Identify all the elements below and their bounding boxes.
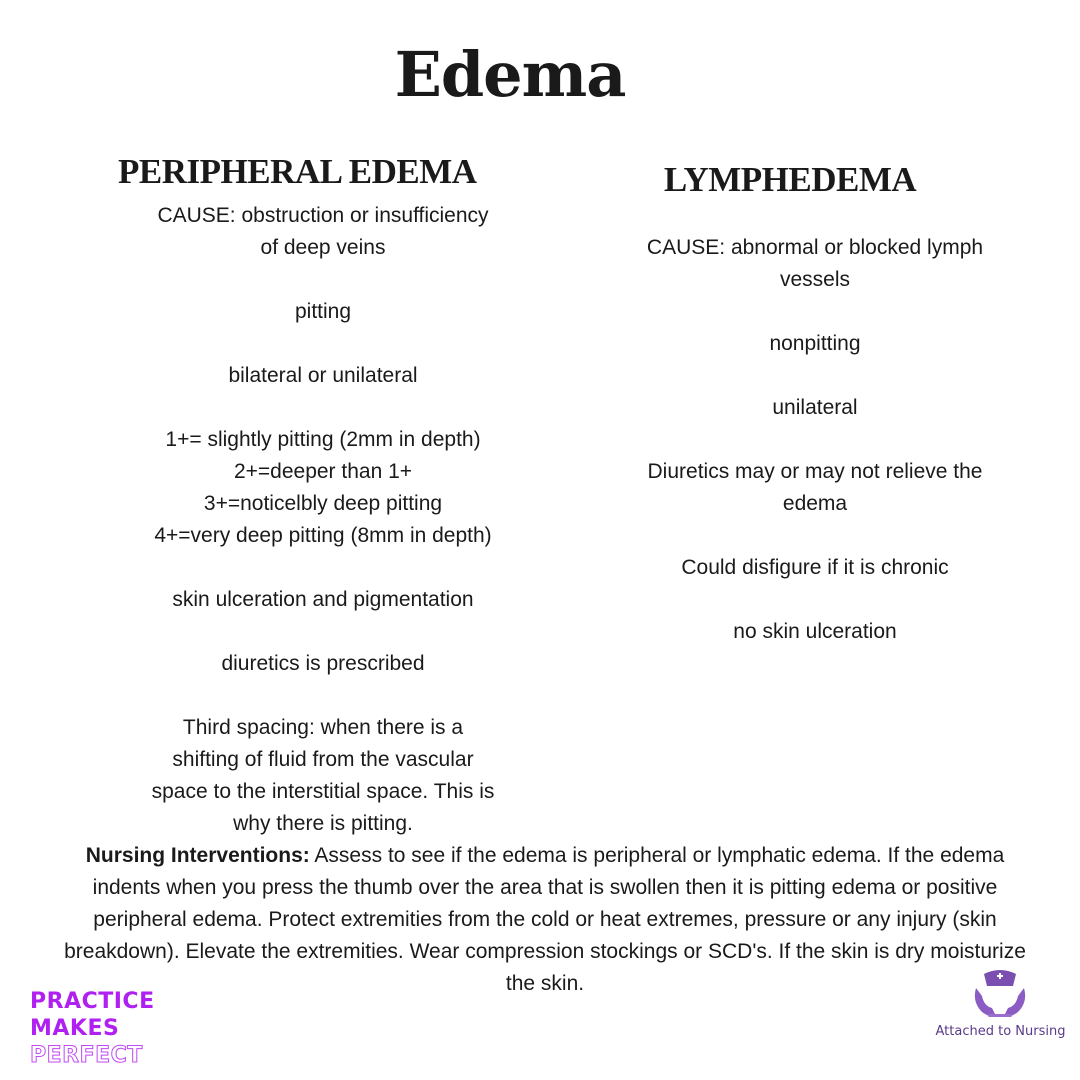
peripheral-edema-line: skin ulceration and pigmentation [172, 588, 474, 611]
page-title: Edema [394, 38, 626, 111]
logo-line-makes: MAKES [30, 1016, 120, 1041]
peripheral-edema-line: 2+=deeper than 1+ [233, 460, 413, 483]
peripheral-edema-spacer [123, 616, 523, 648]
peripheral-edema-column [123, 200, 523, 840]
lymphedema-spacer [620, 360, 1010, 392]
peripheral-edema-line: of deep veins [260, 236, 386, 259]
attached-to-nursing-text: Attached to Nursing [935, 1024, 1066, 1039]
peripheral-edema-line: pitting [294, 300, 352, 323]
peripheral-edema-spacer [123, 264, 523, 296]
peripheral-edema-heading: PERIPHERAL EDEMA [118, 152, 477, 191]
lymphedema-column [620, 232, 1010, 648]
lymphedema-spacer [620, 520, 1010, 552]
practice-makes-perfect-logo [30, 988, 155, 1069]
attached-to-nursing-logo [928, 968, 1073, 1048]
peripheral-edema-spacer [123, 328, 523, 360]
lymphedema-line: CAUSE: abnormal or blocked lymph [646, 236, 984, 259]
lymphedema-line: unilateral [772, 396, 858, 419]
lymphedema-spacer [620, 424, 1010, 456]
lymphedema-line: Diuretics may or may not relieve the [647, 460, 983, 483]
logo-line-practice: PRACTICE [30, 989, 155, 1014]
peripheral-edema-spacer [123, 552, 523, 584]
peripheral-edema-spacer [123, 680, 523, 712]
peripheral-edema-line: bilateral or unilateral [228, 364, 418, 387]
logo-line-perfect: PERFECT [30, 1043, 143, 1068]
lymphedema-line: nonpitting [769, 332, 861, 355]
peripheral-edema-line: CAUSE: obstruction or insufficiency [157, 204, 489, 227]
lymphedema-line: Could disfigure if it is chronic [681, 556, 949, 579]
peripheral-edema-line: shifting of fluid from the vascular [172, 748, 474, 771]
peripheral-edema-line: why there is pitting. [233, 812, 413, 835]
nurse-hands-icon [928, 968, 1073, 1024]
peripheral-edema-line: 1+= slightly pitting (2mm in depth) [165, 428, 481, 451]
peripheral-edema-line: 4+=very deep pitting (8mm in depth) [154, 524, 492, 547]
peripheral-edema-line: Third spacing: when there is a [182, 716, 464, 739]
lymphedema-line: no skin ulceration [733, 620, 897, 643]
lymphedema-spacer [620, 584, 1010, 616]
lymphedema-line: edema [782, 492, 848, 515]
lymphedema-spacer [620, 296, 1010, 328]
peripheral-edema-spacer [123, 392, 523, 424]
peripheral-edema-line: 3+=noticelbly deep pitting [203, 492, 443, 515]
nursing-interventions-text: Assess to see if the edema is peripheral or lymphatic edema. If the edema indents when you press the thumb over the area that is swollen then it is pitting edema or positive peripheral edema. Protect extremities from the cold or heat extremes, pressure or any injury (skin breakdown). Elevate the extremities. Wear compression stockings or SCD's. If the skin is dry moisturize the skin. [64, 844, 1026, 995]
nursing-interventions [60, 840, 1030, 1000]
nursing-interventions-label: Nursing Interventions: [85, 844, 310, 867]
lymphedema-line: vessels [779, 268, 851, 291]
peripheral-edema-line: diuretics is prescribed [221, 652, 425, 675]
lymphedema-heading: LYMPHEDEMA [663, 160, 917, 199]
peripheral-edema-line: space to the interstitial space. This is [151, 780, 495, 803]
